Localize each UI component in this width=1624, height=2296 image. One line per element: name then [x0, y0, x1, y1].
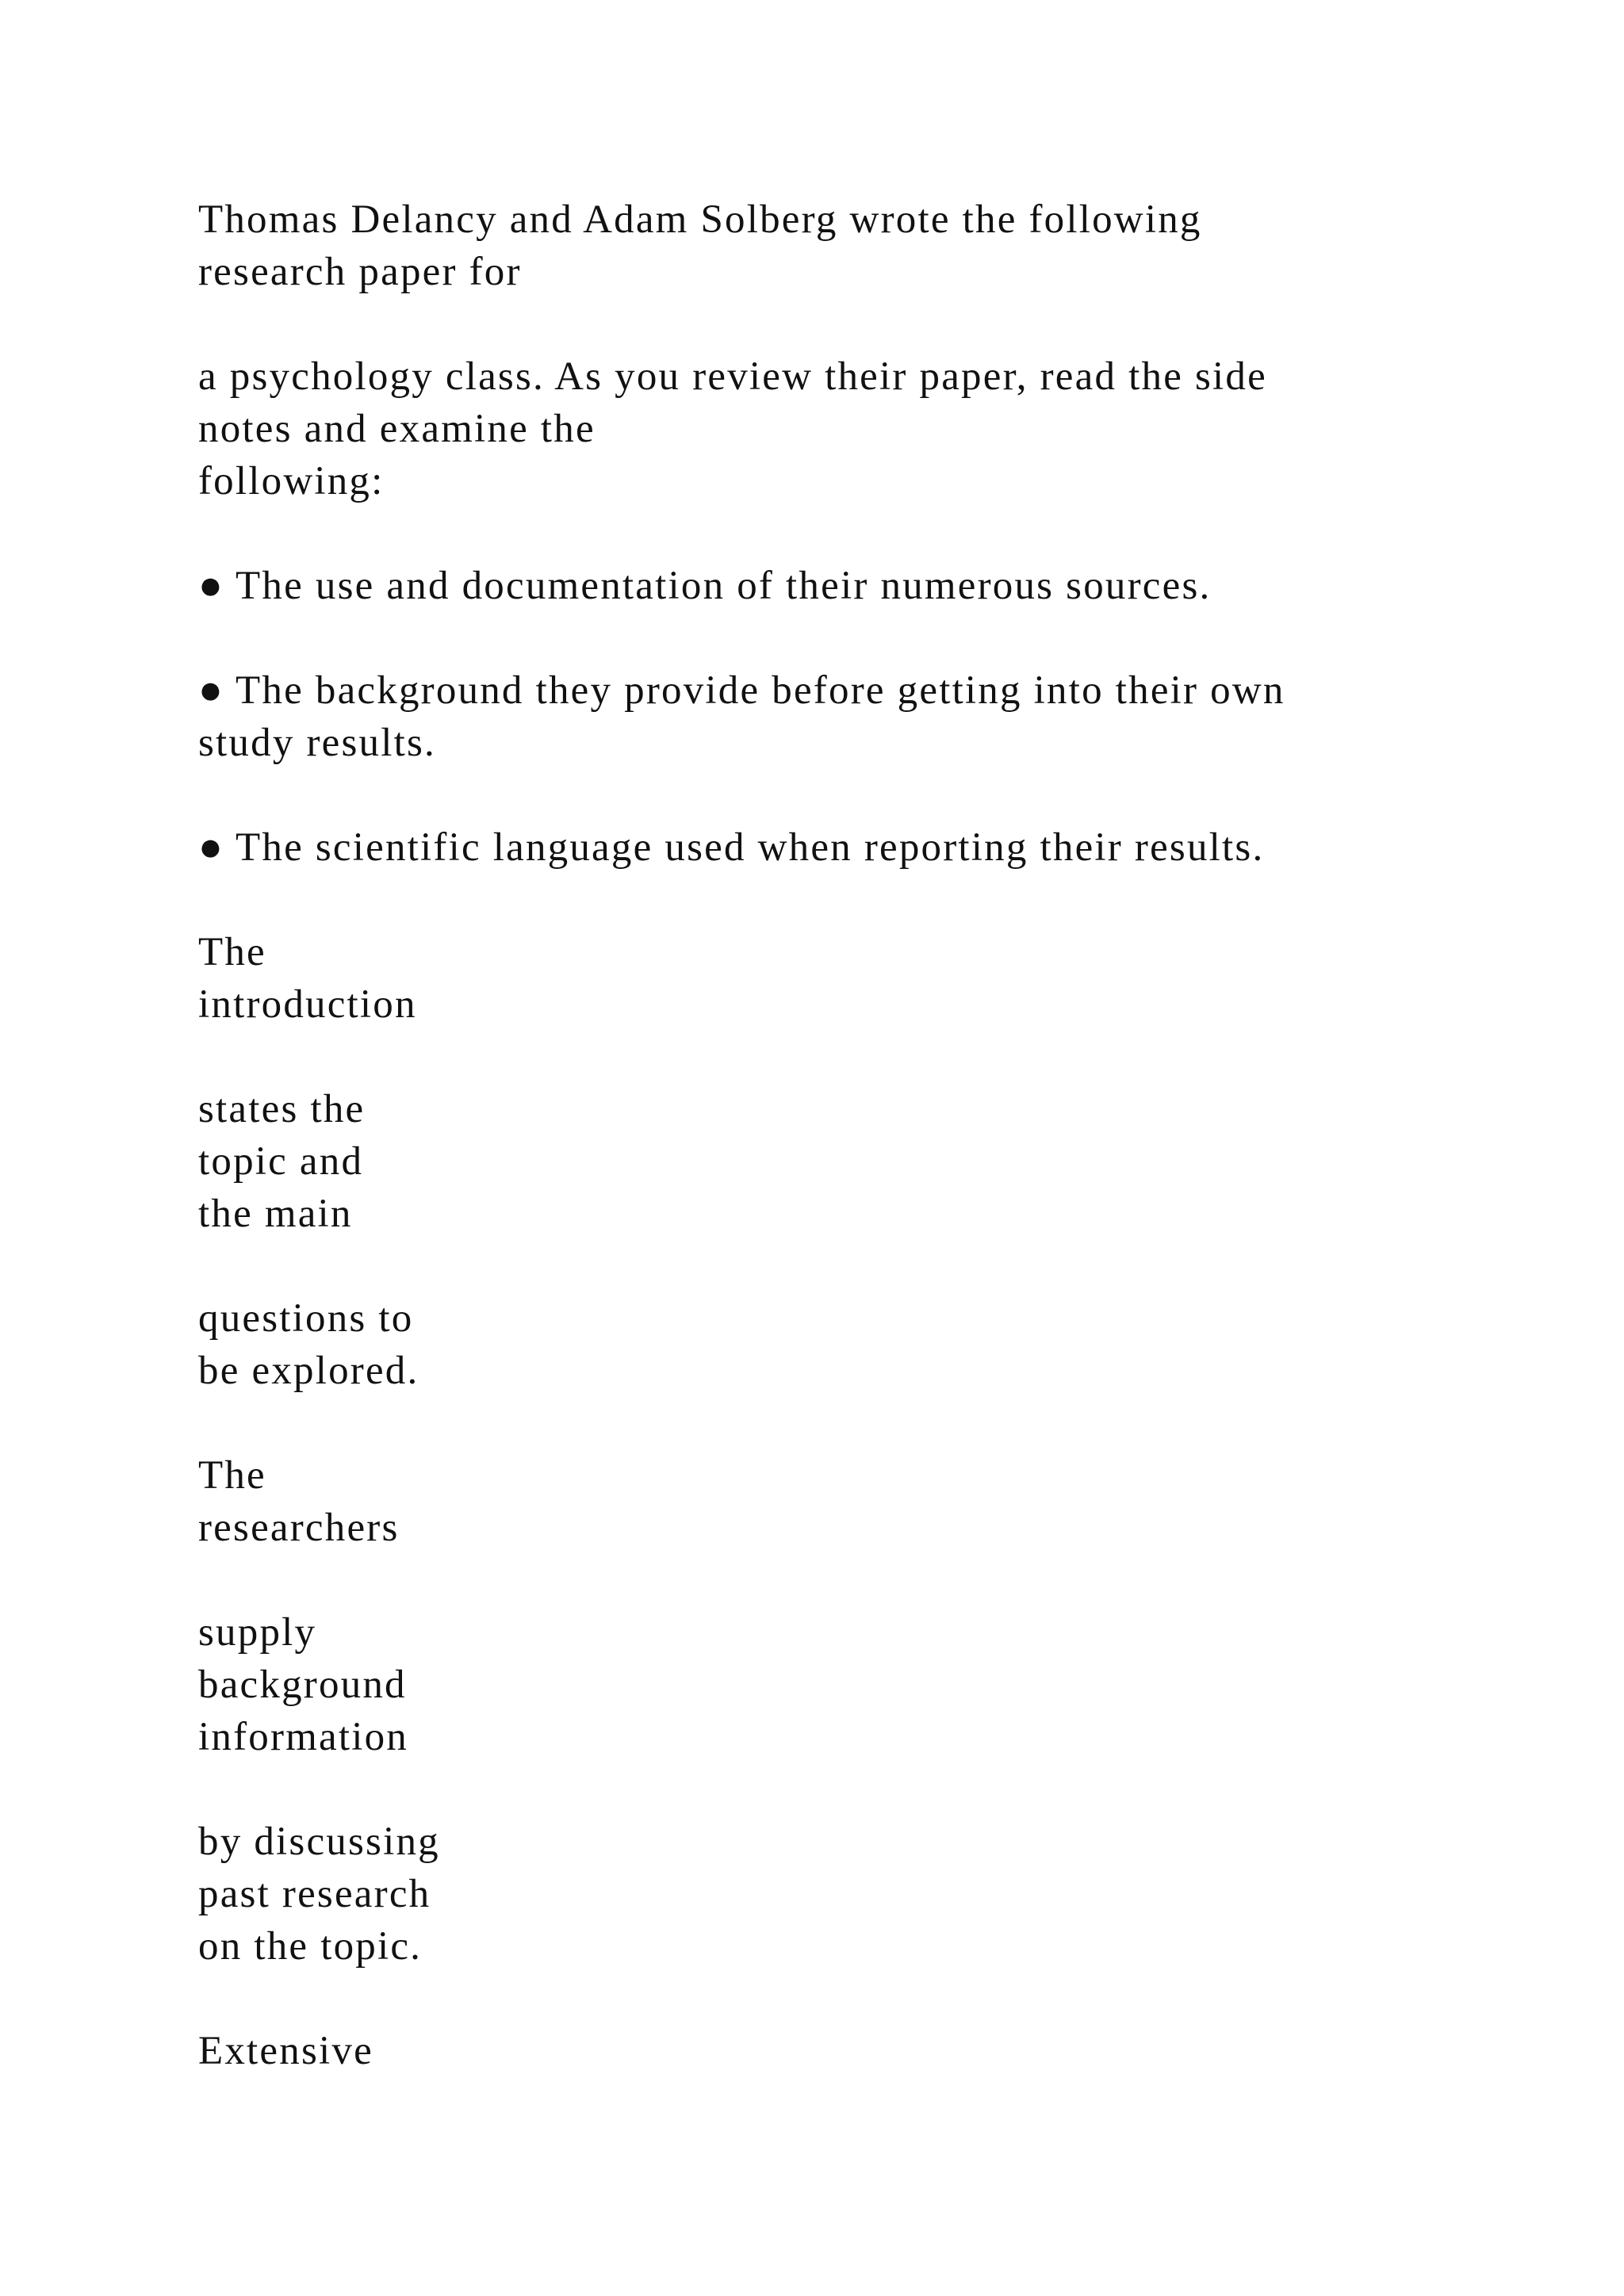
side-note	[198, 926, 1435, 1031]
text-line: supply	[198, 1610, 317, 1655]
side-note	[198, 1083, 1435, 1240]
text-line: information	[198, 1715, 408, 1759]
instructions-paragraph	[198, 350, 1435, 507]
side-note	[198, 2025, 1435, 2077]
text-line: Extensive	[198, 2029, 373, 2073]
intro-paragraph	[198, 193, 1435, 298]
bullet-item	[198, 560, 1435, 612]
document-body	[198, 193, 1435, 2130]
text-line: be explored.	[198, 1349, 419, 1393]
text-line: introduction	[198, 982, 417, 1027]
text-line: ● The use and documentation of their numerous sources.	[198, 564, 1212, 608]
text-line: on the topic.	[198, 1924, 423, 1969]
text-line: following:	[198, 459, 385, 503]
side-note	[198, 1292, 1435, 1397]
text-line: Thomas Delancy and Adam Solberg wrote the following	[198, 197, 1202, 242]
text-line: past research	[198, 1872, 431, 1916]
text-line: questions to	[198, 1296, 414, 1341]
bullet-item	[198, 821, 1435, 874]
text-line: ● The background they provide before getting into their own	[198, 668, 1285, 713]
text-line: research paper for	[198, 250, 522, 294]
text-line: researchers	[198, 1506, 400, 1550]
text-line: a psychology class. As you review their paper, read the side	[198, 354, 1267, 399]
text-line: by discussing	[198, 1820, 440, 1864]
text-line: topic and	[198, 1139, 364, 1184]
side-note	[198, 1606, 1435, 1763]
text-line: The	[198, 1453, 266, 1498]
text-line: states the	[198, 1087, 366, 1131]
text-line: study results.	[198, 721, 436, 765]
text-line: ● The scientific language used when reporting their results.	[198, 825, 1265, 870]
text-line: the main	[198, 1192, 353, 1236]
side-note	[198, 1449, 1435, 1554]
side-note	[198, 1816, 1435, 1973]
text-line: notes and examine the	[198, 407, 596, 451]
text-line: The	[198, 930, 266, 974]
text-line: background	[198, 1663, 407, 1707]
bullet-item	[198, 664, 1435, 769]
